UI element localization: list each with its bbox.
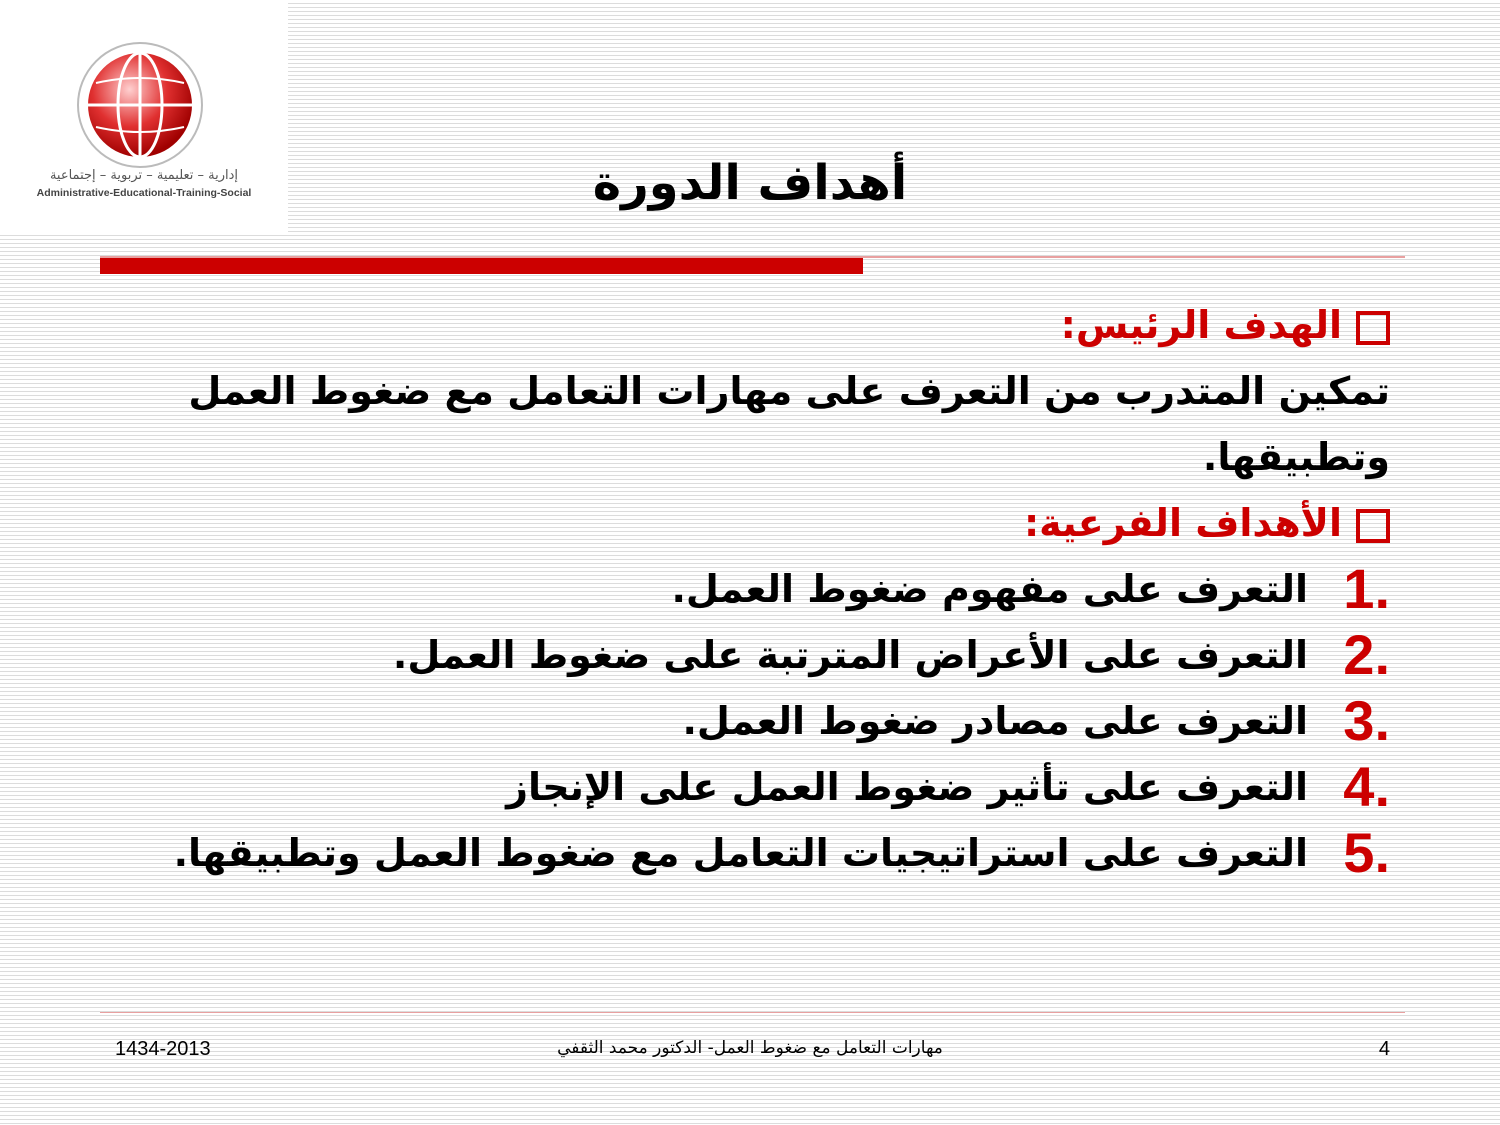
list-item-number: 2. <box>1343 623 1390 686</box>
main-goal-heading-text: الهدف الرئيس: <box>1060 303 1342 347</box>
list-item <box>125 820 1390 886</box>
list-item <box>125 688 1390 754</box>
title-divider-thick <box>100 258 863 274</box>
square-bullet-icon <box>1356 311 1390 345</box>
logo-tagline-arabic: إدارية – تعليمية – تربوية – إجتماعية <box>49 168 239 183</box>
slide-content <box>125 292 1390 886</box>
sub-goals-heading <box>125 490 1390 556</box>
footer-divider <box>100 1012 1405 1013</box>
list-item-text: التعرف على استراتيجيات التعامل مع ضغوط العمل وتطبيقها. <box>173 831 1308 875</box>
sub-goals-list <box>125 556 1390 886</box>
list-item <box>125 622 1390 688</box>
square-bullet-icon <box>1356 509 1390 543</box>
list-item-text: التعرف على مفهوم ضغوط العمل. <box>671 567 1308 611</box>
logo-panel <box>0 0 288 235</box>
list-item-number: 3. <box>1343 689 1390 752</box>
logo-tagline-english: Administrative-Educational-Training-Social <box>36 187 252 199</box>
footer-course-title: مهارات التعامل مع ضغوط العمل- الدكتور محمد الثقفي <box>557 1038 943 1058</box>
slide-title: أهداف الدورة <box>592 155 908 211</box>
list-item <box>125 556 1390 622</box>
list-item-text: التعرف على مصادر ضغوط العمل. <box>682 699 1308 743</box>
list-item-text: التعرف على تأثير ضغوط العمل على الإنجاز <box>506 765 1308 809</box>
main-goal-heading <box>125 292 1390 358</box>
list-item-number: 1. <box>1343 557 1390 620</box>
sub-goals-heading-text: الأهداف الفرعية: <box>1023 501 1342 545</box>
footer-date: 1434-2013 <box>115 1038 211 1060</box>
footer-page-number: 4 <box>1378 1038 1390 1060</box>
main-goal-text: تمكين المتدرب من التعرف على مهارات التعامل مع ضغوط العمل وتطبيقها. <box>188 369 1390 479</box>
list-item-number: 5. <box>1343 821 1390 884</box>
list-item-text: التعرف على الأعراض المترتبة على ضغوط العمل. <box>392 633 1308 677</box>
globe-logo-icon <box>60 35 220 175</box>
list-item-number: 4. <box>1343 755 1390 818</box>
list-item <box>125 754 1390 820</box>
